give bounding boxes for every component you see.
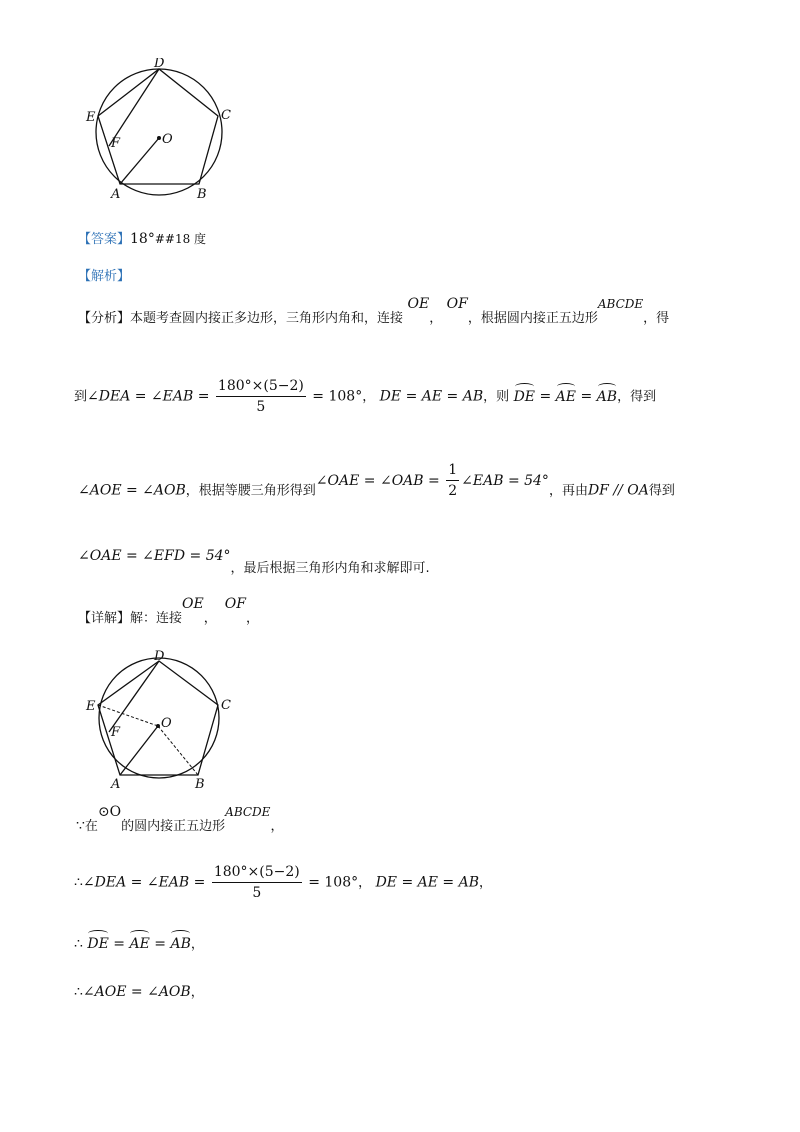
segment-df-2 [109,661,159,732]
step2-angle-equation: ∠DEA = ∠EAB = [82,874,206,891]
fraction-numerator: 180°×(5−2) [216,376,306,397]
step-4 [74,982,204,1003]
comma: ， [362,389,376,405]
label-c-2: C [221,698,231,713]
fenxi-line [78,296,670,329]
circumcircle [96,69,222,195]
label-a: A [111,187,121,202]
step4-equation: ∠AOE = ∠AOB [82,984,191,1000]
answer-alt: ##18 度 [154,232,207,246]
step3-comma: ， [190,937,204,952]
label-f-2: F [111,725,121,740]
eq-sign-2: = [580,388,593,405]
step1-abcde: ABCDE [225,805,271,819]
therefore-symbol-2: ∴ [74,936,83,952]
pentagon-abcde-2 [98,661,218,775]
step4-comma: ， [190,985,204,1000]
side-equation: DE = AE = AB [379,388,484,405]
label-a-2: A [111,777,121,792]
detail-tag: 【详解】 [78,611,131,626]
analysis-tag-line [78,266,130,287]
step-1 [76,804,284,837]
step2-fraction [212,862,302,903]
analysis-tag: 【解析】 [78,269,131,284]
circumcircle-2 [99,658,219,778]
arc-ab: AB [597,383,617,407]
detail-text: 解：连接 [130,611,183,626]
fenxi-abcde: ABCDE [597,297,644,311]
step2-numerator: 180°×(5−2) [212,862,302,883]
step3-eq-2: = [154,936,166,952]
step3-arc-ae: AE [129,930,149,954]
fenxi-comma: ， [429,311,443,326]
segment-oe-dashed [98,705,158,726]
answer-line [78,229,206,250]
parallel-relation: DF // OA [587,482,649,499]
analysis-line-4 [78,546,430,576]
step2-result: = 108° [308,874,359,891]
because-symbol: ∵ [76,818,85,834]
angle-equation: ∠DEA = ∠EAB = [87,388,210,405]
step2-denominator: 5 [252,885,262,901]
step2-comma-2: ， [479,875,493,891]
fraction-interior-angle [216,376,306,417]
aoe-equation: ∠AOE = ∠AOB [78,482,186,499]
ze-text: ，则 [483,389,510,405]
label-f: F [111,136,121,151]
therefore-symbol-1: ∴ [74,874,83,891]
half-numerator: 1 [446,460,459,481]
center-point [157,136,161,140]
label-b-2: B [195,777,205,792]
detail-comma: ， [203,611,217,626]
eab-equation: ∠EAB = 54° [461,472,549,489]
eq-sign-1: = [539,388,552,405]
arc-ae: AE [556,383,576,407]
segment-df [109,69,159,146]
label-d: D [154,58,165,71]
geometry-figure-1 [80,58,240,208]
segment-oa-2 [120,726,158,775]
label-o: O [162,132,173,147]
label-b: B [197,187,207,202]
oae-equation: ∠OAE = ∠OAB = [315,472,440,489]
fraction-denominator: 5 [256,399,266,415]
dedao-text: ，得到 [617,389,657,405]
step2-sides: DE = AE = AB [375,874,480,891]
label-e: E [86,110,96,125]
oae-efd-equation: ∠OAE = ∠EFD = 54° [78,548,231,564]
segment-oa [120,138,159,184]
angle-result: = 108° [312,388,363,405]
label-d-2: D [154,650,165,664]
answer-value: 18° [130,231,155,247]
step1-text: 的圆内接正五边形 [121,819,226,834]
fenxi-tag: 【分析】 [78,311,131,326]
step-3 [74,930,204,955]
circle-o: ⊙O [97,804,122,820]
therefore-symbol-3: ∴ [74,984,83,1000]
step1-comma: ， [270,819,284,834]
step3-eq-1: = [113,936,126,952]
detail-of: OF [224,596,246,612]
label-e-2: E [86,699,96,714]
step-2 [74,862,492,903]
analysis-line-2 [74,376,656,417]
geometry-figure-2 [80,650,240,795]
line3-text-3: 得到 [648,483,675,499]
fenxi-text-3: ，得 [643,311,670,326]
step3-arc-ab: AB [170,930,190,954]
step3-arc-de: DE [87,930,108,954]
label-c: C [221,108,231,123]
fenxi-text-2: ，根据圆内接正五边形 [467,311,598,326]
answer-tag: 【答案】 [78,232,131,247]
label-o-2: O [161,716,172,731]
arc-de: DE [514,383,535,407]
fenxi-of: OF [446,296,468,312]
analysis-line-3 [78,462,675,511]
zai-text: 在 [84,819,98,834]
fraction-half [446,460,459,501]
fenxi-oe: OE [407,296,430,312]
fenxi-text-1: 本题考查圆内接正多边形，三角形内角和，连接 [130,311,404,326]
step2-comma: ， [358,875,372,891]
line3-text-2: ，再由 [548,483,588,499]
detail-line [78,596,259,629]
dao-text: 到 [74,389,88,405]
detail-comma-2: ， [245,611,259,626]
half-denominator: 2 [448,483,458,499]
line4-text: ，最后根据三角形内角和求解即可. [230,561,430,576]
line3-text-1: ，根据等腰三角形得到 [185,483,316,499]
center-point-2 [156,724,160,728]
detail-oe: OE [182,596,204,612]
